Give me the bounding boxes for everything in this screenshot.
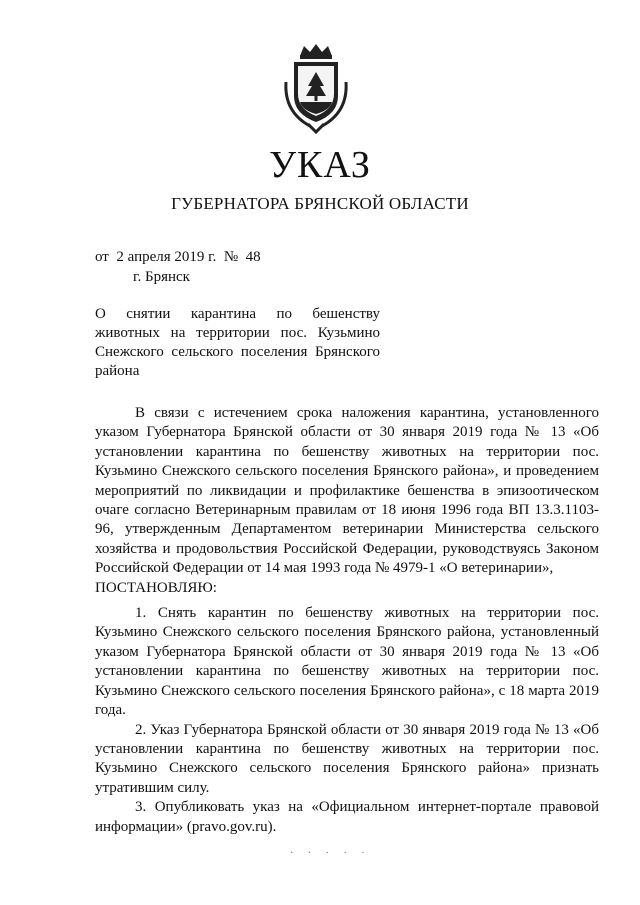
document-title: УКАЗ — [269, 144, 371, 186]
document-issuer: ГУБЕРНАТОРА БРЯНСКОЙ ОБЛАСТИ — [171, 194, 469, 213]
document-city: г. Брянск — [133, 269, 190, 285]
decree-item-2: 2. Указ Губернатора Брянской области от 30 января 2019 года № 13 «Об установлении карантина по бешенству животных на территории пос. Кузьмино Снежского сельского поселения Брянского района» признать утратившим силу. — [95, 721, 599, 796]
decree-item-1: 1. Снять карантин по бешенству животных на территории пос. Кузьмино Снежского сельского поселения Брянского района, установленный указом Губернатора Брянской области от 30 января 2019 года № 13 «Об установлении карантина по бешенству животных на территории пос. Кузьмино Снежского сельского поселения Брянского района», с 18 марта 2019 года. — [95, 605, 599, 719]
document-subject: О снятии карантина по бешенству животных на территории пос. Кузьмино Снежского сельского поселения Брянского района — [95, 306, 380, 379]
document-date-number: от 2 апреля 2019 г. № 48 — [95, 249, 261, 265]
bryansk-coat-of-arms-icon — [280, 42, 352, 134]
page-end-marks: · · · · · — [290, 848, 371, 859]
preamble-paragraph: В связи с истечением срока наложения карантина, установленного указом Губернатора Брянской области от 30 января 2019 года № 13 «Об установлении карантина по бешенству животных на территории пос. Кузьмино Снежского сельского поселения Брянского района», и проведением мероприятий по ликвидации и профилактике бешенства в эпизоотическом очаге согласно Ветеринарным правилам от 18 июня 1996 года ВП 13.3.1103-96, утвержденным Департаментом ветеринарии Министерства сельского хозяйства и продовольствия Российской Федерации, руководствуясь Законом Российской Федерации от 14 мая 1993 года № 4979-1 «О ветеринарии», — [95, 405, 599, 577]
document-body — [95, 404, 599, 837]
document-meta — [95, 247, 261, 287]
decree-item-3: 3. Опубликовать указ на «Официальном интернет-портале правовой информации» (pravo.gov.ru). — [95, 799, 599, 835]
decree-word: ПОСТАНОВЛЯЮ: — [95, 579, 217, 596]
